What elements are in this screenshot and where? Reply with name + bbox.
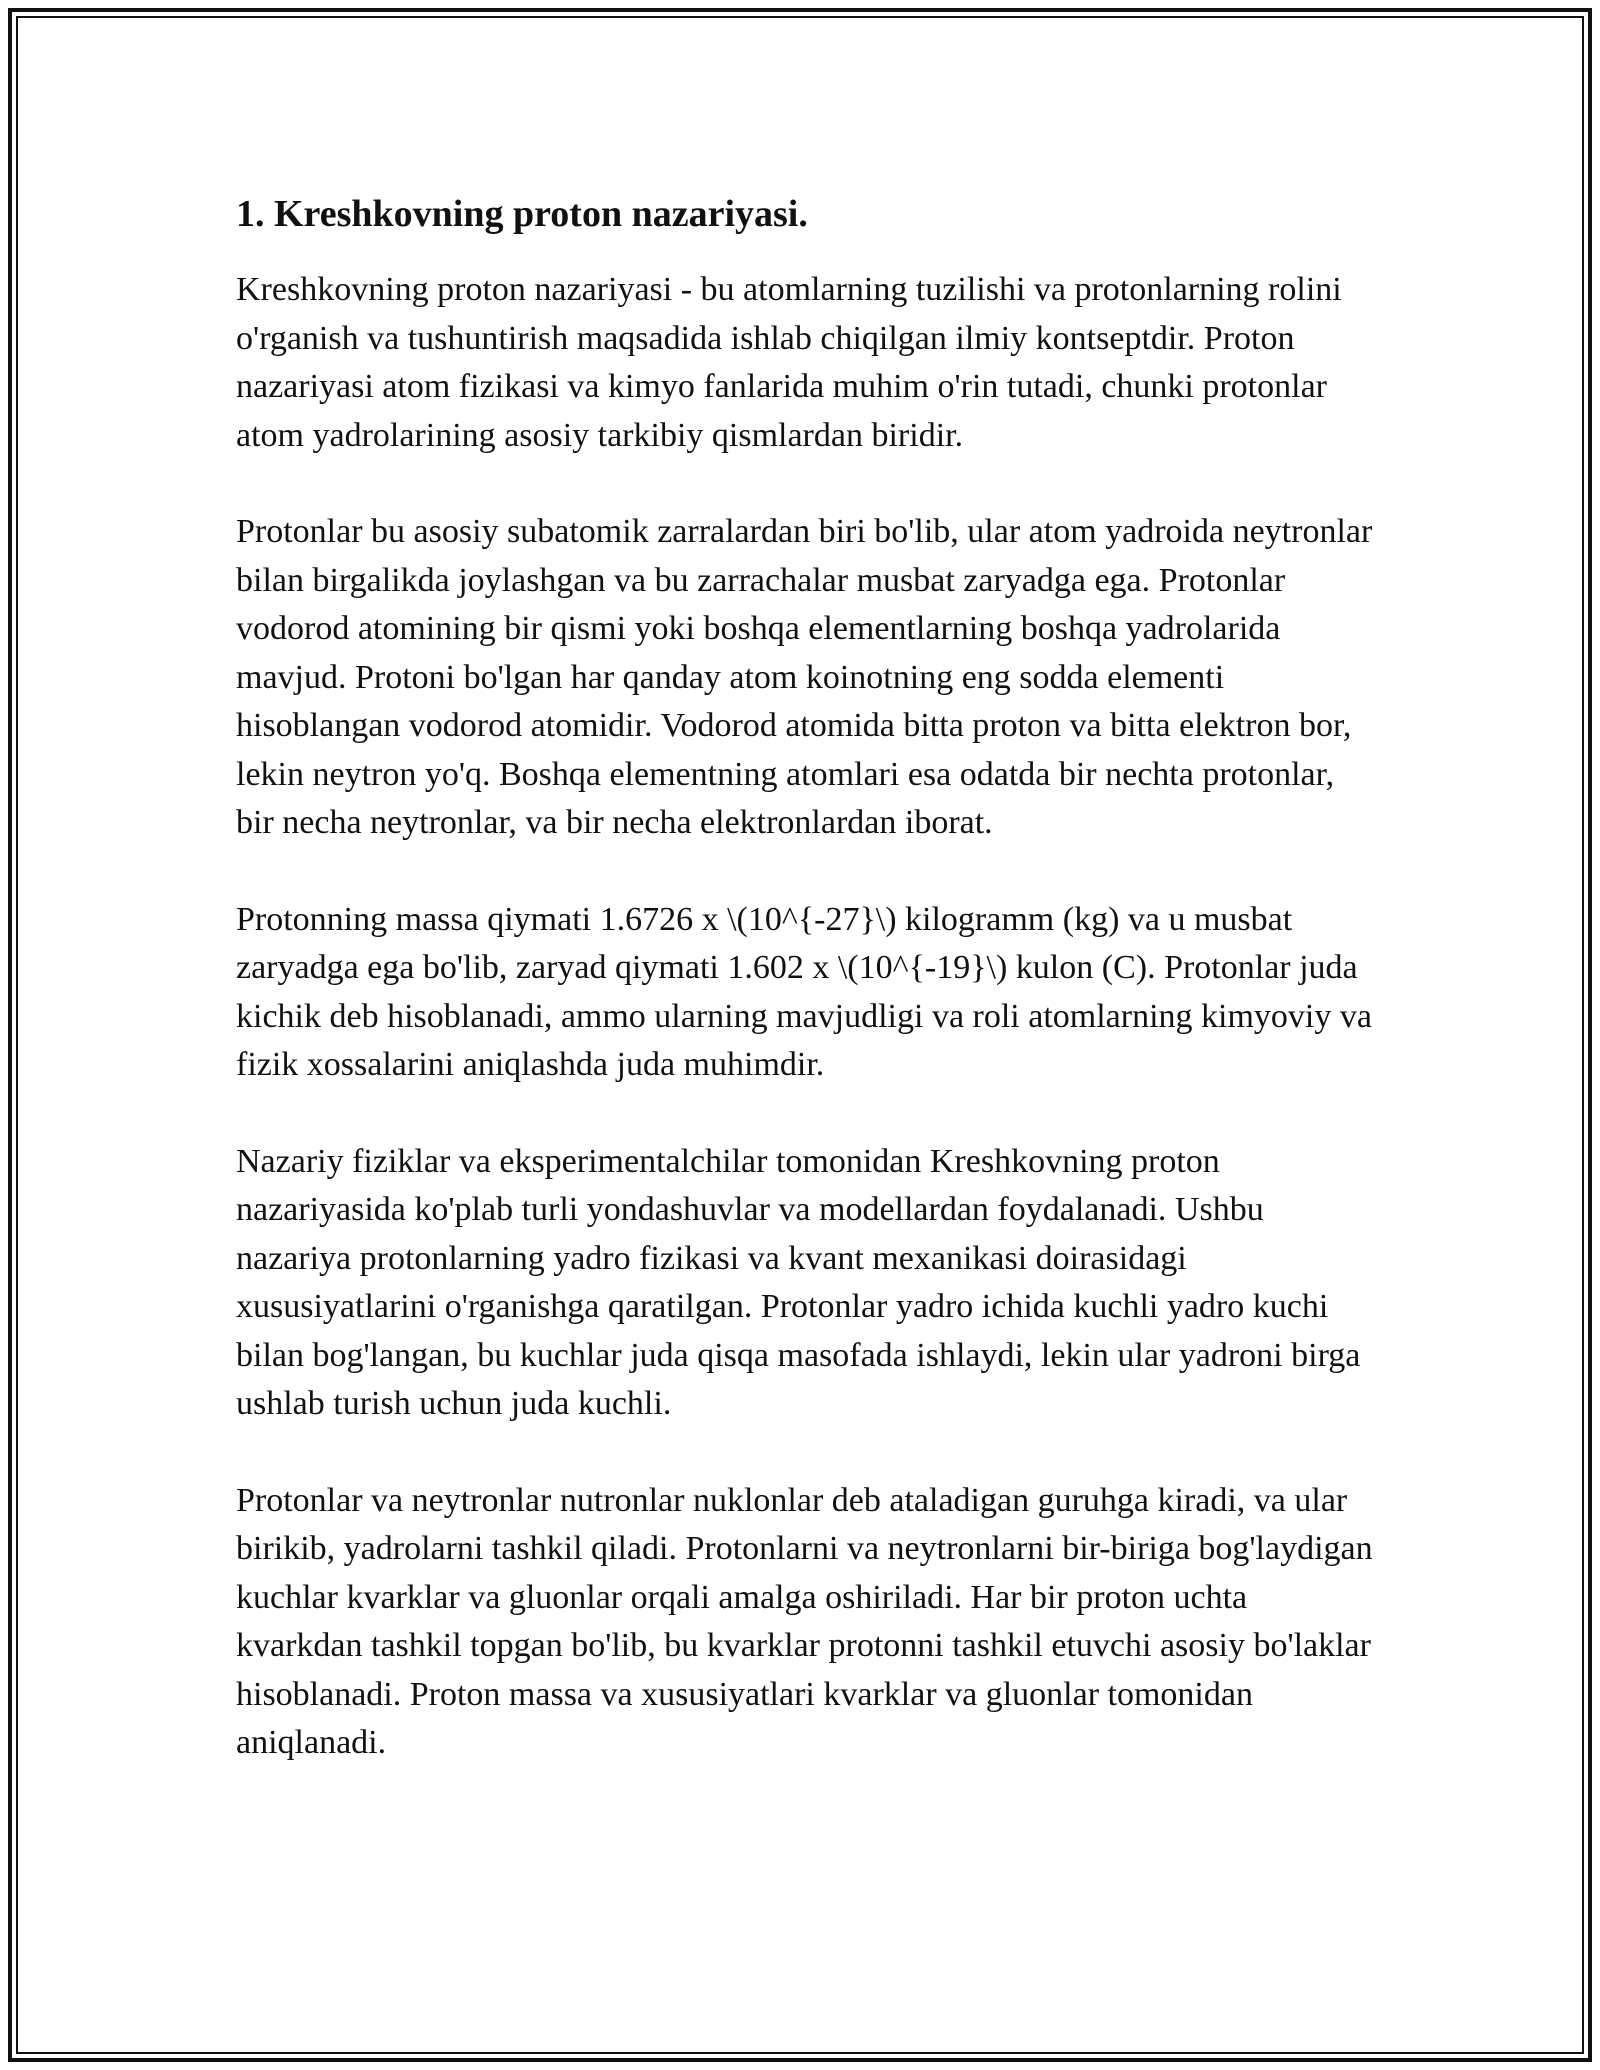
paragraph-proton-mass: Protonning massa qiymati 1.6726 x \(10^{-27}\) kilogramm (kg) va u musbat zaryadga ega bo'lib, zaryad qiymati 1.602 x \(10^{-19}\) kulon (C). Protonlar juda kichik deb hisoblanadi, ammo ularning mavjudligi va roli atomlarning kimyoviy va fizik xossalarini aniqlashda juda muhimdir.	[236, 900, 1372, 1083]
paragraph-intro: Kreshkovning proton nazariyasi - bu atomlarning tuzilishi va protonlarning rolini o'rganish va tushuntirish maqsadida ishlab chiqilgan ilmiy kontseptdir. Proton nazariyasi atom fizikasi va kimyo fanlarida muhim o'rin tutadi, chunki protonlar atom yadrolarining asosiy tarkibiy qismlardan biridir.	[236, 271, 1342, 454]
paragraph-nucleons: Protonlar va neytronlar nutronlar nuklonlar deb ataladigan guruhga kiradi, va ular birikib, yadrolarni tashkil qiladi. Protonlarni va neytronlarni bir-biriga bog'laydigan kuchlar kvarklar va gluonlar orqali amalga oshiriladi. Har bir proton uchta kvarkdan tashkil topgan bo'lib, bu kvarklar protonni tashkil etuvchi asosiy bo'laklar hisoblanadi. Proton massa va xususiyatlari kvarklar va gluonlar tomonidan aniqlanadi.	[236, 1481, 1373, 1761]
document-body	[236, 186, 1376, 1768]
page-title: 1. Kreshkovning proton nazariyasi.	[236, 193, 808, 235]
paragraph-theory: Nazariy fiziklar va eksperimentalchilar tomonidan Kreshkovning proton nazariyasida ko'plab turli yondashuvlar va modellardan foydalanadi. Ushbu nazariya protonlarning yadro fizikasi va kvant mexanikasi doirasidagi xususiyatlarini o'rganishga qaratilgan. Protonlar yadro ichida kuchli yadro kuchi bilan bog'langan, bu kuchlar juda qisqa masofada ishlaydi, lekin ular yadroni birga ushlab turish uchun juda kuchli.	[236, 1142, 1361, 1422]
paragraph-protons: Protonlar bu asosiy subatomik zarralardan biri bo'lib, ular atom yadroida neytronlar bilan birgalikda joylashgan va bu zarrachalar musbat zaryadga ega. Protonlar vodorod atomining bir qismi yoki boshqa elementlarning boshqa yadrolarida mavjud. Protoni bo'lgan har qanday atom koinotning eng sodda elementi hisoblangan vodorod atomidir. Vodorod atomida bitta proton va bitta elektron bor, lekin neytron yo'q. Boshqa elementning atomlari esa odatda bir nechta protonlar, bir necha neytronlar, va bir necha elektronlardan iborat.	[236, 513, 1373, 841]
